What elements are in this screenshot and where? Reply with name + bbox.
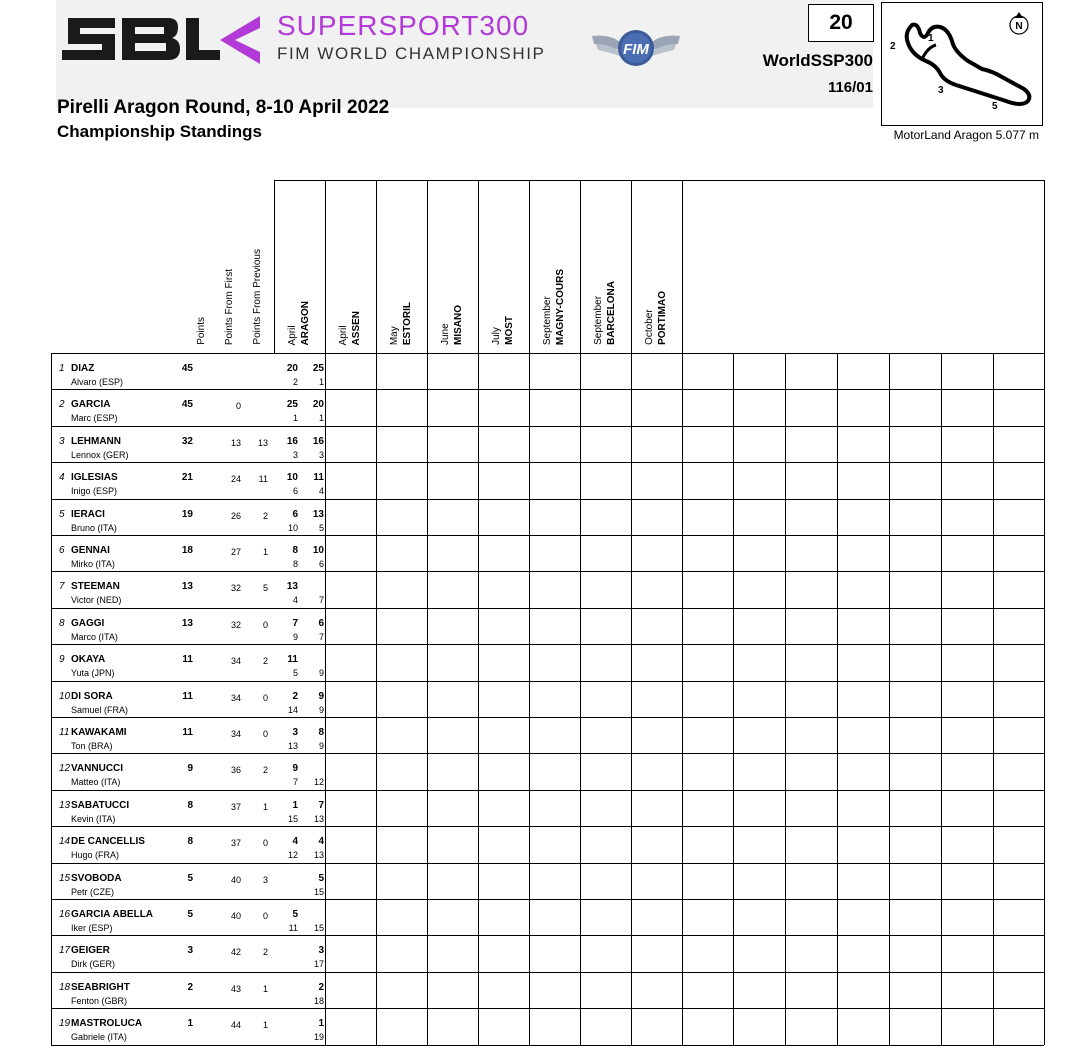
round-month: July <box>491 327 502 345</box>
rider-surname: GAGGI <box>71 617 105 629</box>
document-code: 116/01 <box>827 79 873 96</box>
points-from-previous: 1 <box>262 983 268 994</box>
race2-position: 3 <box>318 449 324 460</box>
points-from-first: 0 <box>235 401 241 412</box>
points-value: 13 <box>181 617 193 629</box>
rider-position: 1 <box>59 363 65 374</box>
rider-surname: SEABRIGHT <box>71 981 130 993</box>
rider-firstname: Samuel (FRA) <box>71 704 129 715</box>
points-value: 32 <box>181 435 193 447</box>
race1-position: 11 <box>288 923 298 933</box>
points-from-previous: 0 <box>262 729 268 739</box>
rider-position: 13 <box>59 799 71 811</box>
points-from-previous: 3 <box>262 874 268 885</box>
event-title: Pirelli Aragon Round, 8-10 April 2022 <box>57 97 390 118</box>
race1-position: 7 <box>292 777 298 788</box>
round-month: September <box>542 296 553 345</box>
points-from-previous: 2 <box>262 510 268 521</box>
corner-3-label: 3 <box>938 85 944 96</box>
rider-surname: STEEMAN <box>71 581 120 593</box>
round-month: May <box>389 326 400 345</box>
round-month: October <box>644 309 655 345</box>
race1-position: 5 <box>292 668 298 679</box>
race1-position: 9 <box>292 631 298 642</box>
points-from-first: 34 <box>230 656 241 667</box>
rider-firstname: Mirko (ITA) <box>71 559 115 569</box>
header-divider <box>427 180 428 353</box>
header-divider <box>274 180 275 353</box>
header-divider <box>682 180 683 353</box>
table-row <box>51 608 1044 644</box>
round-name: BARCELONA <box>606 281 617 345</box>
col-header-points: Points <box>196 317 207 345</box>
race2-position: 17 <box>313 959 324 970</box>
points-from-previous: 2 <box>262 947 268 958</box>
race1-position: 3 <box>292 449 298 460</box>
race2-points: 3 <box>318 945 324 957</box>
race1-position: 12 <box>287 850 298 861</box>
points-from-previous: 0 <box>262 911 268 921</box>
col-header-round-assen <box>337 180 367 345</box>
table-row <box>51 353 1044 389</box>
round-number: 20 <box>808 4 874 42</box>
rider-firstname: Marc (ESP) <box>71 413 118 424</box>
points-from-first: 32 <box>230 583 241 594</box>
points-from-first: 26 <box>230 510 241 521</box>
round-name: PORTIMAO <box>657 291 668 345</box>
points-from-first: 32 <box>230 619 241 630</box>
points-from-previous: 0 <box>262 619 268 630</box>
points-from-previous: 5 <box>262 583 268 594</box>
race2-position: 15 <box>313 886 324 897</box>
race2-position: 1 <box>318 413 324 424</box>
rider-firstname: Petr (CZE) <box>71 886 115 897</box>
table-row <box>51 863 1044 899</box>
points-from-previous: 13 <box>257 437 268 448</box>
rider-surname: SVOBODA <box>71 872 122 884</box>
points-value: 8 <box>187 799 193 811</box>
round-month: April <box>287 324 298 345</box>
table-row <box>51 462 1044 498</box>
table-row <box>51 790 1044 826</box>
points-value: 45 <box>181 399 193 411</box>
race1-points: 1 <box>292 799 298 811</box>
rider-surname: VANNUCCI <box>71 763 124 775</box>
rider-position: 4 <box>59 472 65 484</box>
points-from-previous: 0 <box>262 838 268 849</box>
race1-position: 4 <box>292 595 298 606</box>
points-from-previous: 1 <box>262 801 268 812</box>
race2-position: 5 <box>318 522 324 533</box>
rider-firstname: Ton (BRA) <box>71 741 113 751</box>
table-row <box>51 681 1044 717</box>
race1-position: 2 <box>292 377 298 387</box>
col-header-points-from-first: Points From First <box>224 268 235 345</box>
header-top-rule <box>274 180 1044 181</box>
race1-points: 7 <box>292 617 298 629</box>
rider-position: 15 <box>59 872 71 884</box>
points-from-first: 24 <box>230 474 241 485</box>
points-from-previous: 0 <box>262 692 268 703</box>
points-value: 11 <box>182 727 193 738</box>
rider-surname: DIAZ <box>71 363 95 374</box>
col-header-round-aragon <box>286 180 316 345</box>
points-value: 2 <box>187 981 193 993</box>
column-divider <box>1044 353 1045 1045</box>
table-row <box>51 644 1044 680</box>
race2-points: 16 <box>312 435 324 447</box>
race1-position: 15 <box>287 813 298 824</box>
points-value: 45 <box>181 363 193 374</box>
points-from-first: 43 <box>230 983 241 994</box>
race1-position: 1 <box>292 413 298 424</box>
header-divider <box>580 180 581 353</box>
header-divider <box>631 180 632 353</box>
rider-position: 8 <box>59 617 65 629</box>
col-header-round-magny-cours <box>541 180 571 345</box>
points-from-first: 13 <box>230 437 241 448</box>
class-name: WorldSSP300 <box>762 51 873 70</box>
race2-points: 1 <box>318 1018 324 1030</box>
col-header-round-portimao <box>643 180 673 345</box>
rider-firstname: Yuta (JPN) <box>71 668 115 679</box>
rider-firstname: Dirk (GER) <box>71 959 115 970</box>
points-from-first: 42 <box>230 947 241 958</box>
rider-position: 16 <box>59 909 71 920</box>
rider-surname: LEHMANN <box>71 435 121 447</box>
race2-points: 6 <box>318 617 324 629</box>
rider-firstname: Inigo (ESP) <box>71 486 118 497</box>
points-from-first: 36 <box>230 765 241 776</box>
race2-points: 25 <box>312 363 324 374</box>
rider-position: 7 <box>59 581 65 593</box>
table-row <box>51 426 1044 462</box>
race1-points: 8 <box>292 545 298 556</box>
rider-surname: KAWAKAMI <box>71 727 127 738</box>
col-header-points-from-previous: Points From Previous <box>252 249 263 345</box>
points-from-first: 27 <box>230 547 241 557</box>
race2-position: 13 <box>313 813 324 824</box>
rider-firstname: Kevin (ITA) <box>71 813 116 824</box>
rider-surname: GARCIA ABELLA <box>71 909 154 920</box>
points-value: 11 <box>182 690 193 702</box>
table-row <box>51 935 1044 971</box>
round-name: MOST <box>504 316 515 345</box>
race1-points: 2 <box>292 690 298 702</box>
rider-position: 18 <box>59 981 71 993</box>
race2-position: 4 <box>318 486 324 497</box>
col-header-round-misano <box>439 180 469 345</box>
rider-surname: OKAYA <box>71 654 106 666</box>
round-name: ESTORIL <box>402 301 413 345</box>
rider-surname: GARCIA <box>71 399 111 411</box>
table-row <box>51 571 1044 607</box>
rider-firstname: Matteo (ITA) <box>71 777 121 788</box>
race2-position: 6 <box>318 559 324 569</box>
corner-1-label: 1 <box>928 33 934 44</box>
points-value: 9 <box>187 763 193 775</box>
race2-position: 9 <box>318 668 324 679</box>
race1-position: 14 <box>287 704 298 715</box>
points-from-previous: 1 <box>262 1020 268 1031</box>
table-row <box>51 1008 1044 1044</box>
race2-points: 10 <box>312 545 324 556</box>
points-value: 11 <box>182 654 193 666</box>
rider-surname: GEIGER <box>71 945 110 957</box>
rider-position: 12 <box>59 763 71 775</box>
race1-points: 5 <box>292 909 298 920</box>
header-divider <box>1044 180 1045 353</box>
rider-position: 14 <box>59 836 71 848</box>
header-divider <box>376 180 377 353</box>
points-from-previous: 1 <box>262 547 268 557</box>
race1-points: 20 <box>286 363 298 374</box>
points-value: 3 <box>187 945 193 957</box>
points-value: 18 <box>181 545 193 556</box>
points-value: 13 <box>181 581 193 593</box>
points-value: 8 <box>187 836 193 848</box>
corner-5-label: 5 <box>992 101 998 112</box>
race2-position: 7 <box>318 631 324 642</box>
rider-surname: SABATUCCI <box>71 799 130 811</box>
rider-firstname: Iker (ESP) <box>71 923 113 933</box>
svg-text:N: N <box>1015 21 1023 32</box>
svg-text:FIM: FIM <box>623 41 649 58</box>
points-from-first: 37 <box>230 801 241 812</box>
rider-position: 6 <box>59 545 65 556</box>
round-name: ARAGON <box>300 300 311 345</box>
points-from-first: 40 <box>230 874 241 885</box>
rider-surname: IERACI <box>71 508 105 520</box>
table-row <box>51 899 1044 935</box>
rider-position: 11 <box>59 727 70 738</box>
rider-position: 2 <box>59 399 65 411</box>
race2-points: 5 <box>318 872 324 884</box>
race2-position: 15 <box>313 923 324 933</box>
round-month: September <box>593 296 604 345</box>
race2-points: 13 <box>312 508 324 520</box>
header-divider <box>529 180 530 353</box>
rider-firstname: Fenton (GBR) <box>71 995 128 1006</box>
rider-position: 19 <box>59 1018 71 1030</box>
race1-points: 4 <box>292 836 298 848</box>
race2-position: 13 <box>313 850 324 861</box>
race2-position: 9 <box>318 704 324 715</box>
rider-position: 3 <box>59 435 65 447</box>
race1-points: 13 <box>286 581 298 593</box>
round-month: April <box>338 324 349 345</box>
table-row <box>51 389 1044 425</box>
row-divider <box>51 1045 1044 1046</box>
race1-points: 9 <box>292 763 298 775</box>
points-from-first: 44 <box>230 1020 241 1031</box>
rider-firstname: Lennox (GER) <box>71 449 129 460</box>
series-subtitle: FIM WORLD CHAMPIONSHIP <box>277 44 546 63</box>
rider-position: 9 <box>59 654 65 666</box>
points-from-previous: 2 <box>262 656 268 667</box>
points-value: 21 <box>181 472 193 484</box>
race2-position: 12 <box>313 777 324 788</box>
col-header-round-estoril <box>388 180 418 345</box>
rider-firstname: Marco (ITA) <box>71 631 118 642</box>
points-from-previous: 2 <box>262 765 268 776</box>
rider-firstname: Bruno (ITA) <box>71 522 117 533</box>
series-name: SUPERSPORT300 <box>277 10 530 41</box>
race2-position: 9 <box>318 741 324 751</box>
corner-2-label: 2 <box>890 41 896 52</box>
table-row <box>51 972 1044 1008</box>
race2-points: 11 <box>313 472 324 484</box>
race2-points: 2 <box>318 981 324 993</box>
track-caption: MotorLand Aragon 5.077 m <box>893 128 1039 142</box>
table-row <box>51 717 1044 753</box>
rider-position: 5 <box>59 508 65 520</box>
rider-surname: DI SORA <box>71 690 113 702</box>
round-name: MAGNY-COURS <box>555 268 566 345</box>
col-header-round-most <box>490 180 520 345</box>
header-divider <box>478 180 479 353</box>
table-row <box>51 753 1044 789</box>
table-row <box>51 535 1044 571</box>
race1-points: 6 <box>292 508 298 520</box>
race1-position: 13 <box>287 741 298 751</box>
document-title: Championship Standings <box>57 122 262 141</box>
points-value: 5 <box>187 909 193 920</box>
race1-points: 3 <box>292 727 298 738</box>
points-value: 5 <box>187 872 193 884</box>
points-from-previous: 11 <box>258 474 268 485</box>
race1-position: 8 <box>292 559 298 569</box>
rider-firstname: Alvaro (ESP) <box>71 377 124 387</box>
race2-points: 20 <box>312 399 324 411</box>
rider-firstname: Gabriele (ITA) <box>71 1032 127 1043</box>
race2-position: 1 <box>318 377 324 387</box>
points-from-first: 40 <box>230 911 241 921</box>
race1-points: 25 <box>286 399 298 411</box>
col-header-round-barcelona <box>592 180 622 345</box>
race1-points: 16 <box>286 435 298 447</box>
rider-position: 10 <box>59 690 71 702</box>
points-from-first: 37 <box>230 838 241 849</box>
race2-position: 18 <box>313 995 324 1006</box>
points-from-first: 34 <box>230 729 241 739</box>
race2-position: 19 <box>313 1032 324 1043</box>
race2-points: 4 <box>318 836 324 848</box>
round-name: MISANO <box>453 305 464 345</box>
race1-points: 11 <box>287 654 298 666</box>
points-value: 1 <box>187 1018 193 1030</box>
rider-firstname: Victor (NED) <box>71 595 122 606</box>
rider-surname: DE CANCELLIS <box>71 836 145 848</box>
race2-points: 7 <box>318 799 324 811</box>
round-name: ASSEN <box>351 310 362 345</box>
points-from-first: 34 <box>230 692 241 703</box>
round-month: June <box>440 323 451 345</box>
table-row <box>51 826 1044 862</box>
rider-surname: MASTROLUCA <box>71 1018 143 1030</box>
rider-surname: GENNAI <box>71 545 110 556</box>
race1-position: 6 <box>292 486 298 497</box>
race1-points: 10 <box>286 472 298 484</box>
rider-firstname: Hugo (FRA) <box>71 850 120 861</box>
points-value: 19 <box>181 508 193 520</box>
table-row <box>51 499 1044 535</box>
race2-points: 9 <box>318 690 324 702</box>
rider-surname: IGLESIAS <box>71 472 118 484</box>
race1-position: 10 <box>287 522 298 533</box>
header-divider <box>325 180 326 353</box>
rider-position: 17 <box>59 945 71 957</box>
race2-position: 7 <box>318 595 324 606</box>
race2-points: 8 <box>318 727 324 738</box>
